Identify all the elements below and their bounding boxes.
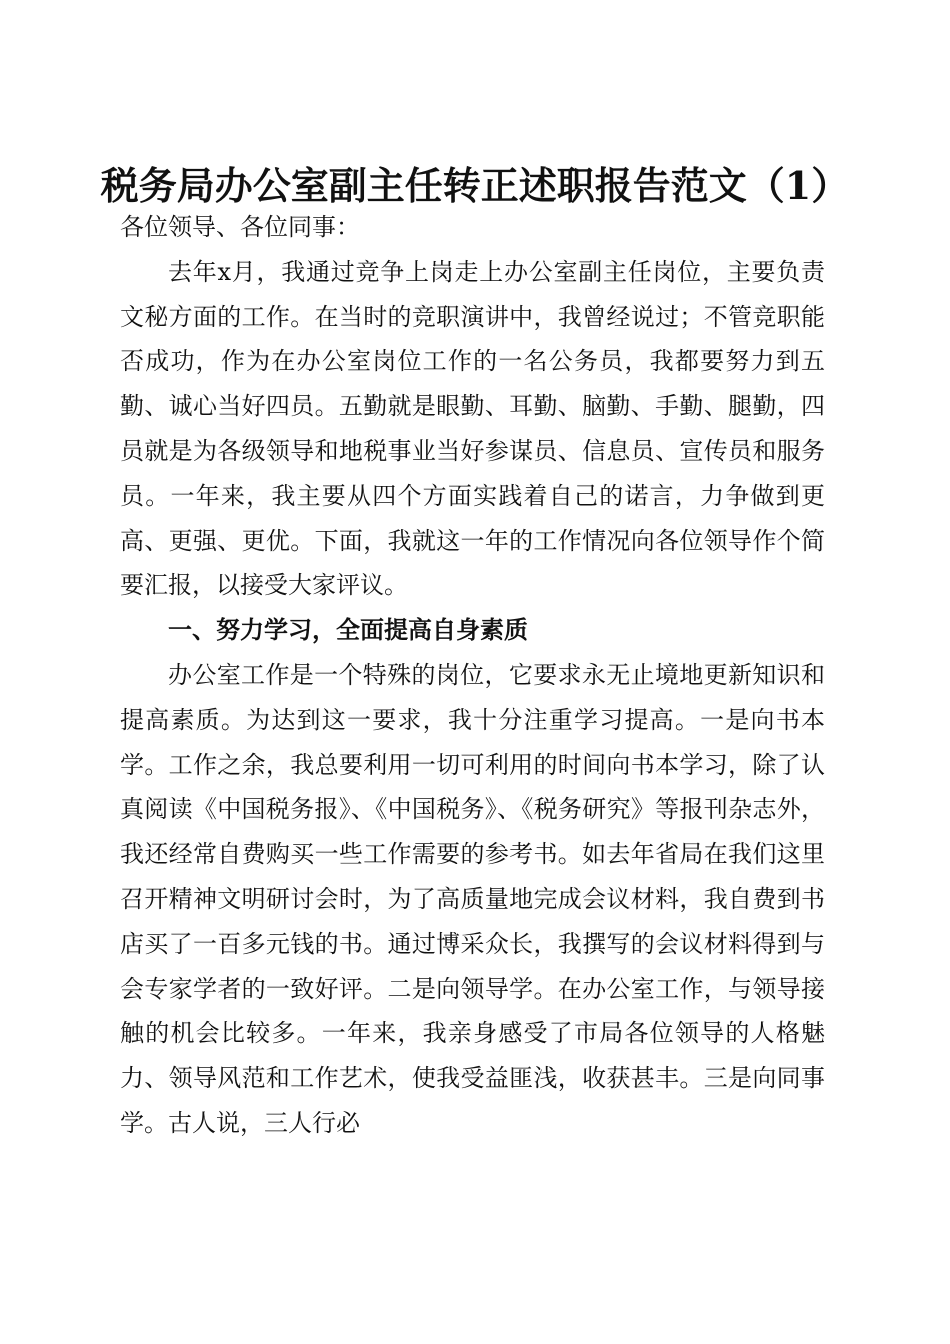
section-heading-1: 一、努力学习，全面提高自身素质	[168, 616, 528, 645]
document-body	[120, 205, 825, 1146]
paragraph-study: 办公室工作是一个特殊的岗位，它要求永无止境地更新知识和提高素质。为达到这一要求，我十分注重学习提高。一是向书本学。工作之余，我总要利用一切可利用的时间向书本学习，除了认真阅读《中国税务报》、《中国税务》、《税务研究》等报刊杂志外，我还经常自费购买一些工作需要的参考书。如去年省局在我们这里召开精神文明研讨会时，为了高质量地完成会议材料，我自费到书店买了一百多元钱的书。通过博采众长，我撰写的会议材料得到与会专家学者的一致好评。二是向领导学。在办公室工作，与领导接触的机会比较多。一年来，我亲身感受了市局各位领导的人格魅力、领导风范和工作艺术，使我受益匪浅，收获甚丰。三是向同事学。古人说，三人行必	[120, 660, 825, 1137]
paragraph-intro: 去年x月，我通过竞争上岗走上办公室副主任岗位，主要负责文秘方面的工作。在当时的竞职演讲中，我曾经说过；不管竞职能否成功，作为在办公室岗位工作的一名公务员，我都要努力到五勤、诚心当好四员。五勤就是眼勤、耳勤、脑勤、手勤、腿勤，四员就是为各级领导和地税事业当好参谋员、信息员、宣传员和服务员。一年来，我主要从四个方面实践着自己的诺言，力争做到更高、更强、更优。下面，我就这一年的工作情况向各位领导作个简要汇报，以接受大家评议。	[120, 257, 825, 600]
salutation: 各位领导、各位同事：	[120, 213, 360, 241]
document-title: 税务局办公室副主任转正述职报告范文（1）	[100, 163, 850, 209]
